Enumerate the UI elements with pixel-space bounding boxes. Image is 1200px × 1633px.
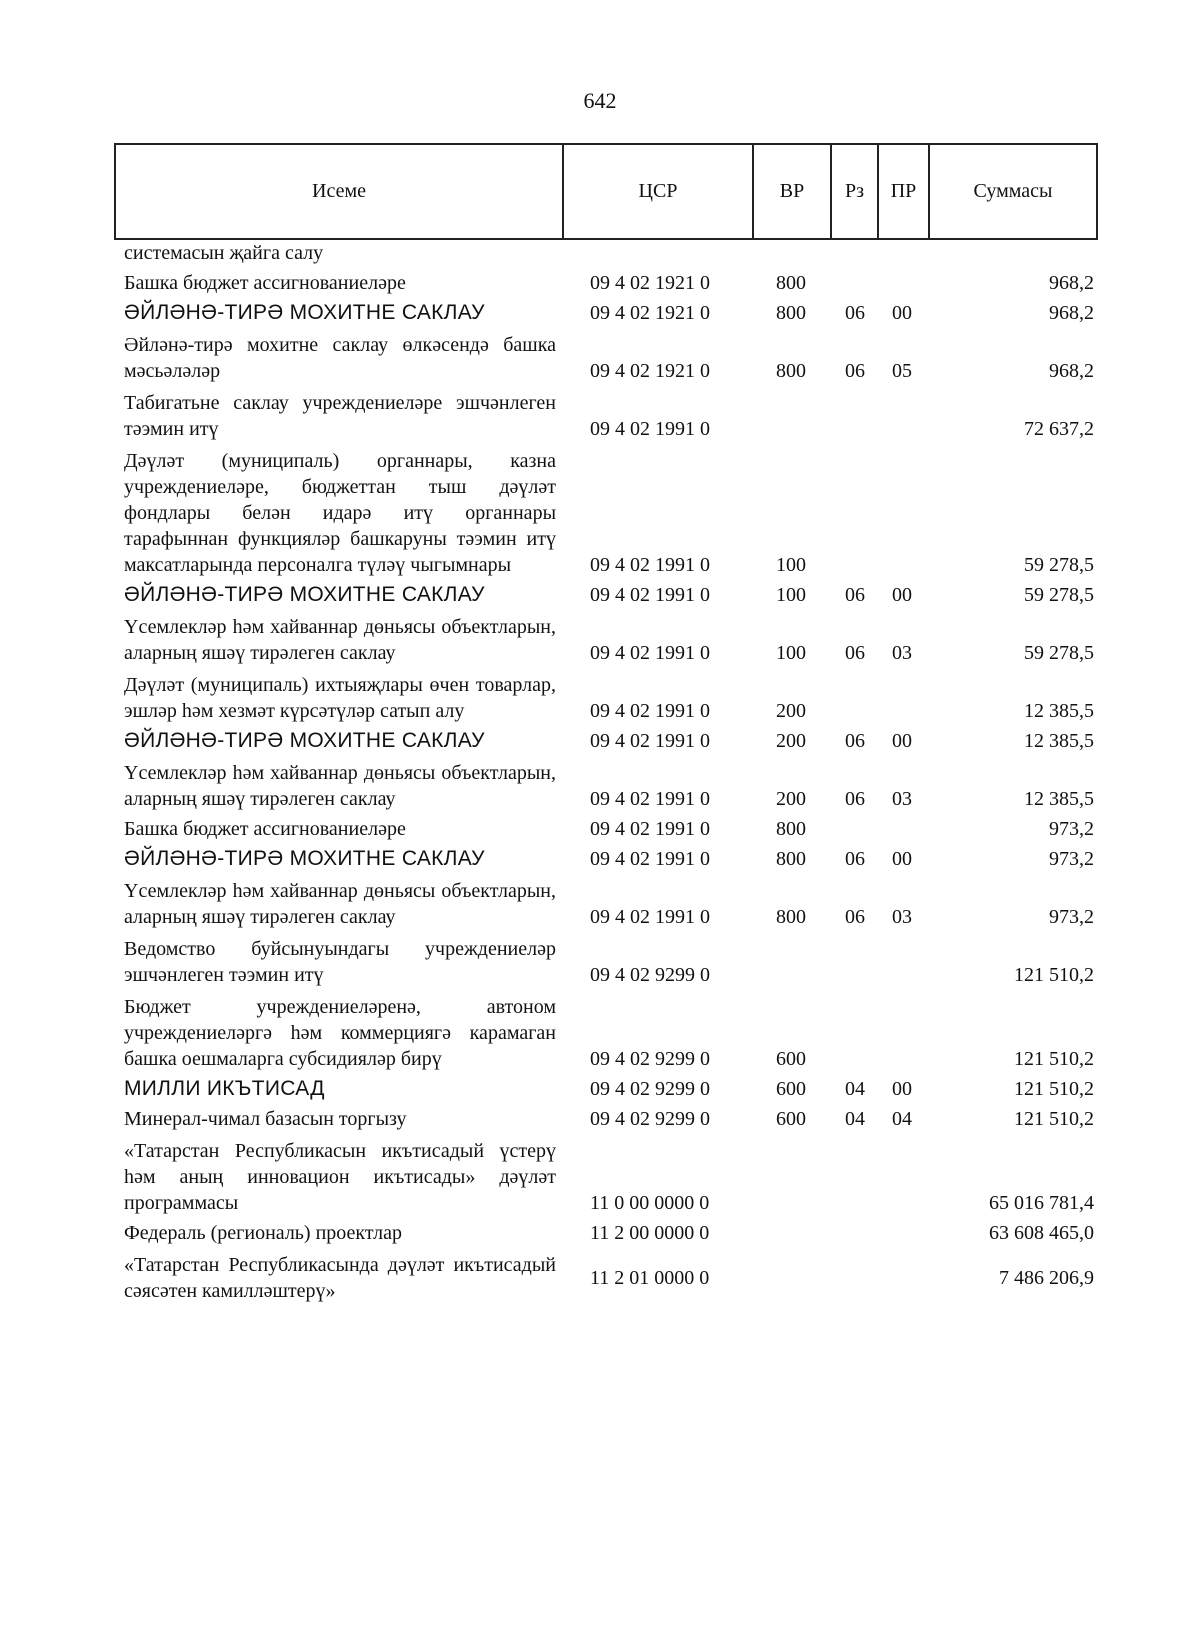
table-row — [124, 1076, 1114, 1102]
table-row — [124, 300, 1114, 326]
row-vr: 100 — [776, 554, 806, 576]
row-vr: 100 — [776, 642, 806, 664]
row-csr: 09 4 02 1991 0 — [590, 642, 710, 664]
row-name: Үсемлекләр һәм хайваннар дөньясы объектларын, аларның яшәү тирәлеген саклау — [124, 762, 556, 810]
row-sum: 121 510,2 — [1014, 1108, 1094, 1130]
row-sum: 968,2 — [1049, 302, 1094, 324]
row-pr: 04 — [892, 1108, 912, 1130]
row-vr: 800 — [776, 818, 806, 840]
row-vr: 200 — [776, 788, 806, 810]
table-row — [124, 582, 1114, 608]
row-name: Табигатьне саклау учреждениеләре эшчәнлеген тәэмин итү — [124, 392, 556, 440]
page-number: 642 — [583, 88, 617, 113]
table-row — [124, 270, 1114, 296]
row-sum: 12 385,5 — [1024, 700, 1094, 722]
table-row — [124, 728, 1114, 754]
row-sum: 12 385,5 — [1024, 730, 1094, 752]
row-name: «Татарстан Республикасында дәүләт икътисадый сәясәтен камилләштерү» — [124, 1254, 556, 1302]
row-name: МИЛЛИ ИКЪТИСАД — [124, 1077, 325, 1100]
row-vr: 600 — [776, 1048, 806, 1070]
row-rz: 04 — [845, 1078, 865, 1100]
header-name: Исеме — [116, 145, 564, 238]
row-pr: 00 — [892, 848, 912, 870]
row-pr: 03 — [892, 642, 912, 664]
row-name: Минерал-чимал базасын торгызу — [124, 1108, 407, 1130]
row-sum: 59 278,5 — [1024, 642, 1094, 664]
row-vr: 600 — [776, 1078, 806, 1100]
row-name: Бюджет учреждениеләренә, автоном учреждениеләргә һәм коммерциягә карамаган башка оешмаларга субсидияләр бирү — [124, 996, 556, 1070]
row-rz: 06 — [845, 360, 865, 382]
row-csr: 11 0 00 0000 0 — [590, 1192, 710, 1214]
row-sum: 121 510,2 — [1014, 1078, 1094, 1100]
row-pr: 03 — [892, 906, 912, 928]
row-vr: 800 — [776, 906, 806, 928]
row-csr: 09 4 02 1921 0 — [590, 360, 710, 382]
row-name: ӘЙЛӘНӘ-ТИРӘ МОХИТНЕ САКЛАУ — [124, 301, 485, 324]
row-sum: 968,2 — [1049, 360, 1094, 382]
row-vr: 600 — [776, 1108, 806, 1130]
row-name: Башка бюджет ассигнованиеләре — [124, 272, 406, 294]
row-csr: 09 4 02 1991 0 — [590, 418, 710, 440]
row-rz: 06 — [845, 788, 865, 810]
row-pr: 00 — [892, 302, 912, 324]
table-row — [124, 994, 1114, 1072]
row-csr: 09 4 02 1921 0 — [590, 302, 710, 324]
row-sum: 72 637,2 — [1024, 418, 1094, 440]
table-row — [124, 816, 1114, 842]
row-name: Үсемлекләр һәм хайваннар дөньясы объектларын, аларның яшәү тирәлеген саклау — [124, 880, 556, 928]
row-vr: 200 — [776, 730, 806, 752]
row-csr: 09 4 02 1991 0 — [590, 554, 710, 576]
row-vr: 800 — [776, 848, 806, 870]
row-pr: 03 — [892, 788, 912, 810]
row-csr: 09 4 02 9299 0 — [590, 1078, 710, 1100]
table-row — [124, 448, 1114, 578]
row-vr: 100 — [776, 584, 806, 606]
row-rz: 06 — [845, 584, 865, 606]
row-sum: 12 385,5 — [1024, 788, 1094, 810]
header-rz: Рз — [832, 145, 879, 238]
row-name: ӘЙЛӘНӘ-ТИРӘ МОХИТНЕ САКЛАУ — [124, 729, 485, 752]
header-vr: ВР — [754, 145, 832, 238]
table-row — [124, 846, 1114, 872]
row-csr: 09 4 02 9299 0 — [590, 964, 710, 986]
row-csr: 09 4 02 9299 0 — [590, 1048, 710, 1070]
row-vr: 800 — [776, 302, 806, 324]
row-rz: 06 — [845, 906, 865, 928]
table-row — [124, 760, 1114, 812]
row-vr: 200 — [776, 700, 806, 722]
table-row — [124, 614, 1114, 666]
header-sum: Суммасы — [973, 180, 1053, 202]
table-row — [124, 672, 1114, 724]
table-row — [124, 878, 1114, 930]
row-pr: 00 — [892, 1078, 912, 1100]
row-csr: 09 4 02 1991 0 — [590, 848, 710, 870]
row-name: Федераль (региональ) проектлар — [124, 1222, 402, 1244]
row-sum: 973,2 — [1049, 818, 1094, 840]
row-sum: 7 486 206,9 — [999, 1267, 1094, 1289]
row-rz: 06 — [845, 302, 865, 324]
row-csr: 09 4 02 1991 0 — [590, 906, 710, 928]
row-csr: 09 4 02 1991 0 — [590, 700, 710, 722]
row-sum: 63 608 465,0 — [989, 1222, 1094, 1244]
row-sum: 121 510,2 — [1014, 964, 1094, 986]
row-pr: 05 — [892, 360, 912, 382]
row-csr: 09 4 02 1991 0 — [590, 584, 710, 606]
row-sum: 65 016 781,4 — [989, 1192, 1094, 1214]
row-vr: 800 — [776, 272, 806, 294]
table-row — [124, 240, 1114, 266]
row-name: Дәүләт (муниципаль) ихтыяҗлары өчен товарлар, эшләр һәм хезмәт күрсәтүләр сатып алу — [124, 674, 556, 722]
row-name: Башка бюджет ассигнованиеләре — [124, 818, 406, 840]
row-csr: 11 2 00 0000 0 — [590, 1222, 710, 1244]
row-name: ӘЙЛӘНӘ-ТИРӘ МОХИТНЕ САКЛАУ — [124, 583, 485, 606]
row-sum: 59 278,5 — [1024, 554, 1094, 576]
row-rz: 06 — [845, 730, 865, 752]
row-sum: 968,2 — [1049, 272, 1094, 294]
row-csr: 09 4 02 1991 0 — [590, 730, 710, 752]
row-csr: 09 4 02 1991 0 — [590, 818, 710, 840]
row-vr: 800 — [776, 360, 806, 382]
row-name: «Татарстан Республикасын икътисадый үстерү һәм аның инновацион икътисады» дәүләт программасы — [124, 1140, 556, 1214]
row-sum: 973,2 — [1049, 848, 1094, 870]
row-name: ӘЙЛӘНӘ-ТИРӘ МОХИТНЕ САКЛАУ — [124, 847, 485, 870]
row-name: Дәүләт (муниципаль) органнары, казна учреждениеләре, бюджеттан тыш дәүләт фондлары белән идарә итү органнары тарафыннан функцияләр башкаруны тәэмин итү максатларында персоналга түләү чыгымнары — [124, 450, 556, 576]
row-name: Ведомство буйсынуындагы учреждениеләр эшчәнлеген тәэмин итү — [124, 938, 556, 986]
table-row — [124, 936, 1114, 988]
header-pr: ПР — [879, 145, 930, 238]
row-sum: 121 510,2 — [1014, 1048, 1094, 1070]
table-row — [124, 1220, 1114, 1246]
row-sum: 973,2 — [1049, 906, 1094, 928]
row-pr: 00 — [892, 730, 912, 752]
row-name: Үсемлекләр һәм хайваннар дөньясы объектларын, аларның яшәү тирәлеген саклау — [124, 616, 556, 664]
budget-table-body — [124, 240, 1114, 1304]
row-name: системасын җайга салу — [124, 242, 324, 264]
table-row — [124, 1138, 1114, 1216]
table-row — [124, 1106, 1114, 1132]
row-rz: 06 — [845, 642, 865, 664]
header-csr: ЦСР — [564, 145, 754, 238]
row-csr: 09 4 02 1991 0 — [590, 788, 710, 810]
row-name: Әйләнә-тирә мохитне саклау өлкәсендә башка мәсьәләләр — [124, 334, 556, 382]
row-sum: 59 278,5 — [1024, 584, 1094, 606]
row-rz: 04 — [845, 1108, 865, 1130]
row-csr: 11 2 01 0000 0 — [590, 1267, 710, 1289]
row-csr: 09 4 02 1921 0 — [590, 272, 710, 294]
row-rz: 06 — [845, 848, 865, 870]
table-header — [114, 143, 1098, 240]
table-row — [124, 390, 1114, 442]
table-row — [124, 1252, 1114, 1304]
row-csr: 09 4 02 9299 0 — [590, 1108, 710, 1130]
row-pr: 00 — [892, 584, 912, 606]
table-row — [124, 332, 1114, 384]
